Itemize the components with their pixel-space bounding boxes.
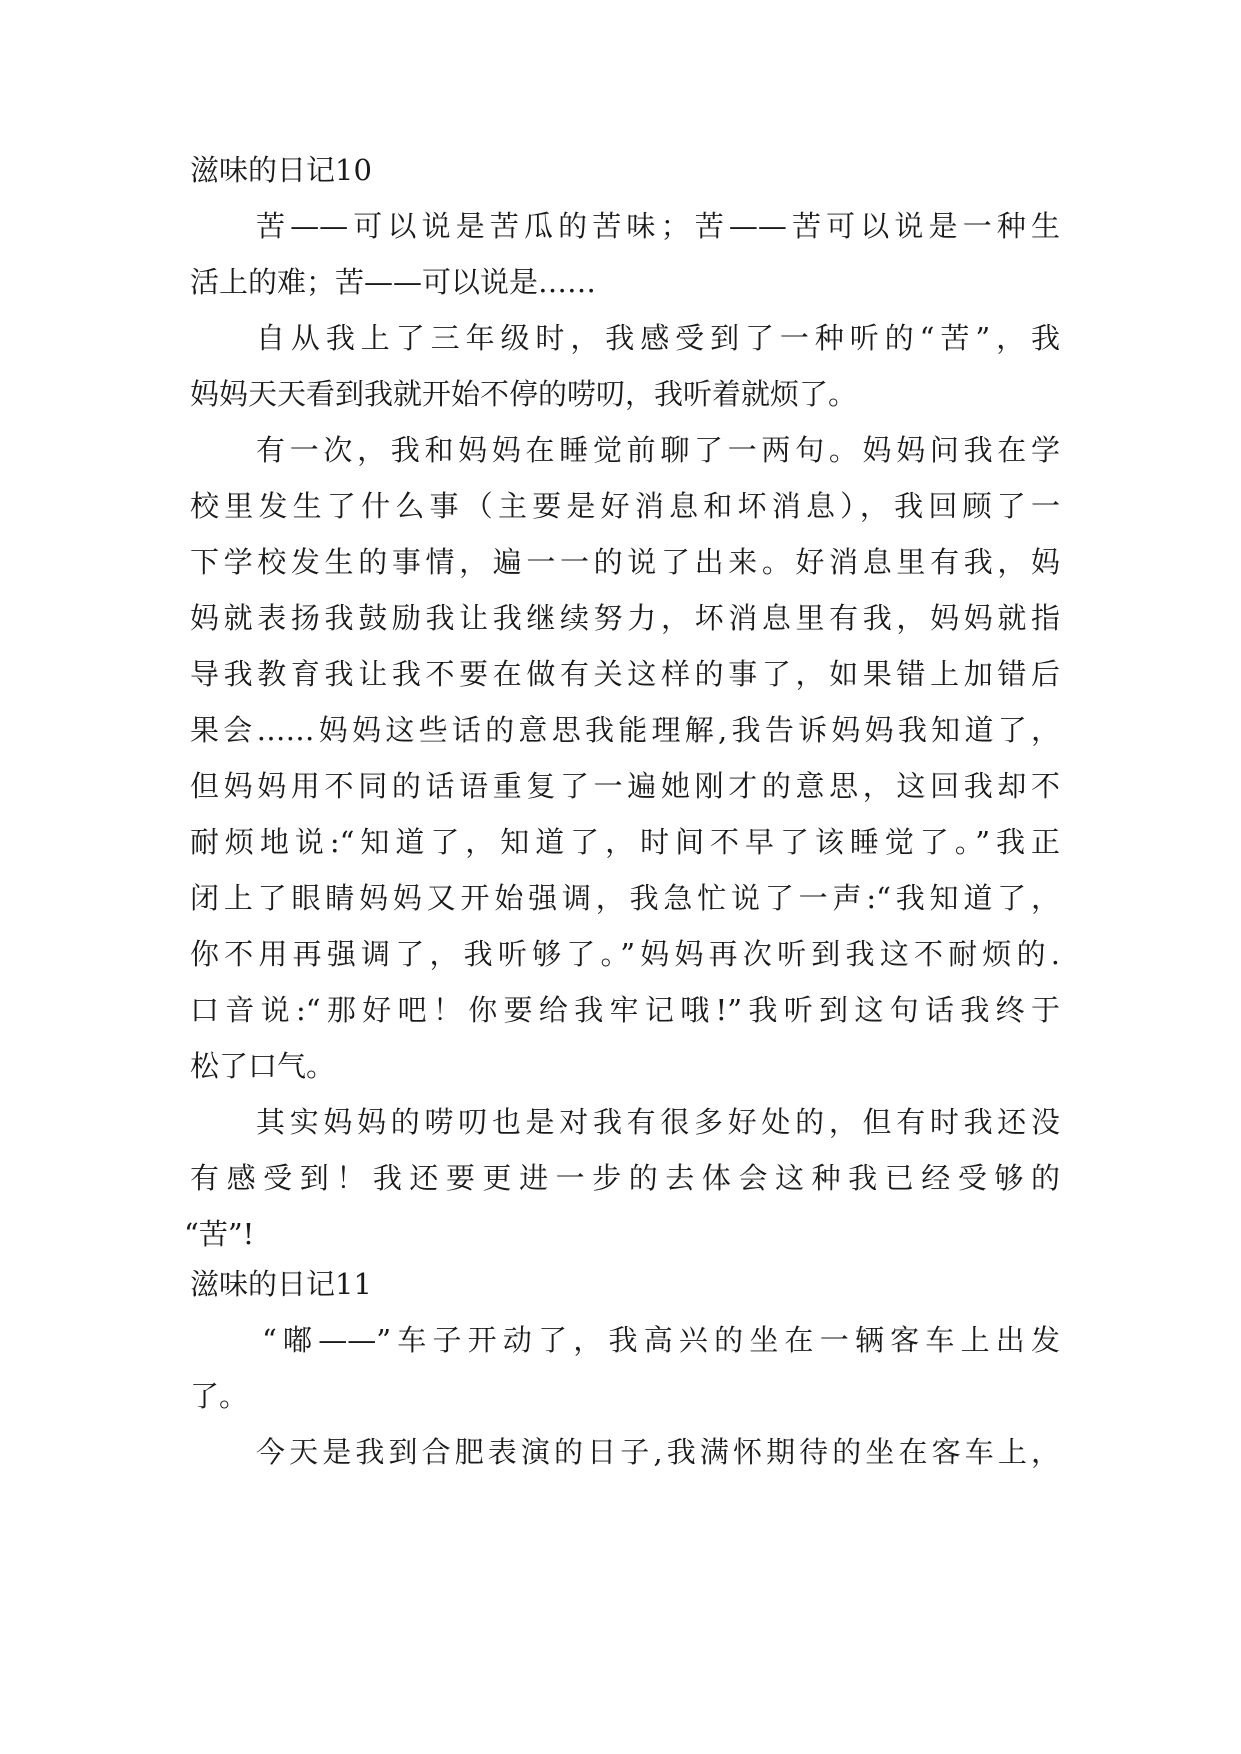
paragraph-line: 闭上了眼睛妈妈又开始强调，我急忙说了一声:“我知道了， [190, 881, 1060, 915]
section-heading: 滋味的日记10 [190, 153, 372, 187]
paragraph-line: 下学校发生的事情，遍一一的说了出来。好消息里有我，妈 [190, 545, 1060, 579]
paragraph-line: 果会……妈妈这些话的意思我能理解,我告诉妈妈我知道了， [190, 713, 1060, 747]
paragraph-line: 校里发生了什么事（主要是好消息和坏消息），我回顾了一 [190, 489, 1060, 523]
section-heading: 滋味的日记11 [190, 1267, 372, 1301]
paragraph-line: 妈就表扬我鼓励我让我继续努力，坏消息里有我，妈妈就指 [190, 601, 1060, 635]
paragraph-line: 其实妈妈的唠叨也是对我有很多好处的，但有时我还没 [256, 1105, 1060, 1139]
paragraph-line: “苦”! [184, 1217, 255, 1251]
paragraph-line: 有感受到！我还要更进一步的去体会这种我已经受够的 [190, 1161, 1060, 1195]
paragraph-line: 今天是我到合肥表演的日子,我满怀期待的坐在客车上， [256, 1435, 1060, 1469]
paragraph-line: 妈妈天天看到我就开始不停的唠叨，我听着就烦了。 [190, 377, 858, 411]
paragraph-line: 你不用再强调了，我听够了。”妈妈再次听到我这不耐烦的. [190, 937, 1060, 971]
paragraph-line: 苦——可以说是苦瓜的苦味；苦——苦可以说是一种生 [256, 209, 1060, 243]
paragraph-line: 口音说:“那好吧！你要给我牢记哦!”我听到这句话我终于 [190, 993, 1060, 1027]
paragraph-line: “嘟——”车子开动了，我高兴的坐在一辆客车上出发 [262, 1323, 1060, 1357]
paragraph-line: 有一次，我和妈妈在睡觉前聊了一两句。妈妈问我在学 [256, 433, 1060, 467]
paragraph-line: 活上的难；苦——可以说是…… [190, 265, 597, 299]
paragraph-line: 但妈妈用不同的话语重复了一遍她刚才的意思，这回我却不 [190, 769, 1060, 803]
paragraph-line: 导我教育我让我不要在做有关这样的事了，如果错上加错后 [190, 657, 1060, 691]
paragraph-line: 松了口气。 [190, 1049, 336, 1083]
paragraph-line: 耐烦地说:“知道了，知道了，时间不早了该睡觉了。”我正 [190, 825, 1060, 859]
paragraph-line: 了。 [190, 1379, 249, 1413]
paragraph-line: 自从我上了三年级时，我感受到了一种听的“苦”，我 [256, 321, 1060, 355]
